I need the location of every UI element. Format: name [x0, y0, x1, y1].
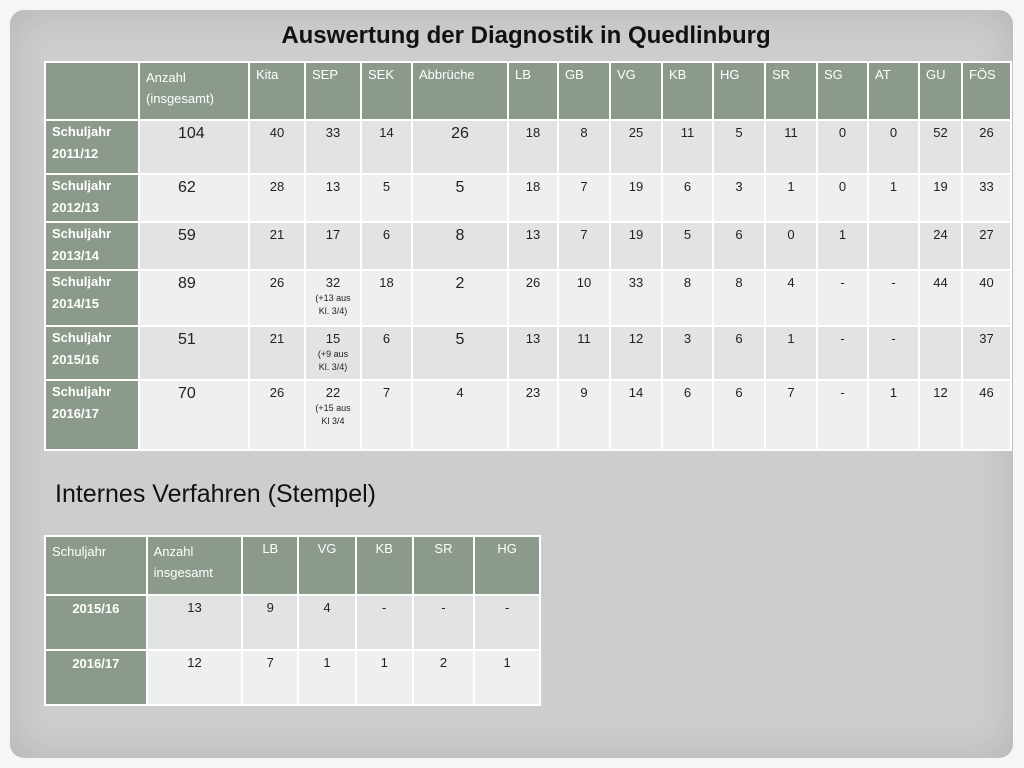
cell-sr: 0 [765, 222, 817, 270]
stamp-table [44, 535, 541, 706]
cell-kb: - [356, 595, 413, 650]
cell-abbrueche: 2 [412, 270, 508, 326]
table-row [45, 326, 1011, 380]
row-year-label [45, 270, 139, 326]
cell-hg: 6 [713, 326, 765, 380]
cell-anzahl: 12 [147, 650, 243, 705]
cell-gu [919, 326, 962, 380]
row-year-label [45, 174, 139, 222]
cell-sep [305, 270, 361, 326]
cell-sg: 0 [817, 120, 868, 174]
cell-hg: 6 [713, 222, 765, 270]
cell-gu: 19 [919, 174, 962, 222]
row-year-line2: 2011/12 [52, 146, 99, 161]
cell-foes: 26 [962, 120, 1011, 174]
cell-kita: 26 [249, 380, 305, 450]
column-header: VG [298, 536, 356, 595]
cell-gu: 24 [919, 222, 962, 270]
cell-at: 1 [868, 174, 919, 222]
table-header-row [45, 62, 1011, 120]
cell-foes: 33 [962, 174, 1011, 222]
cell-foes: 27 [962, 222, 1011, 270]
column-header: VG [610, 62, 662, 120]
cell-gb: 11 [558, 326, 610, 380]
cell-sr: 2 [413, 650, 475, 705]
cell-sr: 1 [765, 174, 817, 222]
cell-kita: 28 [249, 174, 305, 222]
cell-at: 0 [868, 120, 919, 174]
row-year-line1: Schuljahr [52, 274, 112, 289]
table-row [45, 120, 1011, 174]
cell-gb: 7 [558, 174, 610, 222]
cell-sg: 1 [817, 222, 868, 270]
cell-abbrueche: 5 [412, 174, 508, 222]
cell-kita: 21 [249, 326, 305, 380]
cell-kb: 3 [662, 326, 713, 380]
cell-gb: 7 [558, 222, 610, 270]
cell-hg: 8 [713, 270, 765, 326]
row-year-label [45, 380, 139, 450]
cell-sep [305, 174, 361, 222]
cell-kb: 6 [662, 174, 713, 222]
cell-sek: 6 [361, 326, 412, 380]
cell-sek: 5 [361, 174, 412, 222]
cell-sep-note: (+13 aus Kl. 3/4) [315, 293, 351, 316]
column-header: Anzahl (insgesamt) [139, 62, 249, 120]
cell-foes: 46 [962, 380, 1011, 450]
cell-kita: 26 [249, 270, 305, 326]
cell-sep-value: 33 [325, 125, 341, 140]
row-year-line1: Schuljahr [52, 330, 112, 345]
cell-lb: 13 [508, 326, 558, 380]
column-header: Anzahl insgesamt [147, 536, 243, 595]
cell-sr: - [413, 595, 475, 650]
cell-sep [305, 120, 361, 174]
cell-foes: 37 [962, 326, 1011, 380]
table-row [45, 650, 540, 705]
cell-anzahl: 104 [139, 120, 249, 174]
cell-sg: 0 [817, 174, 868, 222]
cell-gb: 9 [558, 380, 610, 450]
cell-vg: 19 [610, 222, 662, 270]
row-year-label: 2016/17 [45, 650, 147, 705]
cell-lb: 18 [508, 174, 558, 222]
cell-anzahl: 13 [147, 595, 243, 650]
column-header: SG [817, 62, 868, 120]
cell-sg: - [817, 380, 868, 450]
cell-anzahl: 70 [139, 380, 249, 450]
column-header: Schuljahr [45, 536, 147, 595]
cell-kb: 8 [662, 270, 713, 326]
cell-hg: - [474, 595, 540, 650]
cell-sep-note: (+9 aus Kl. 3/4) [317, 349, 349, 372]
row-year-label [45, 326, 139, 380]
column-header: GB [558, 62, 610, 120]
cell-vg: 25 [610, 120, 662, 174]
cell-vg: 33 [610, 270, 662, 326]
diagnostics-table [44, 61, 1012, 451]
column-header: LB [508, 62, 558, 120]
cell-lb: 7 [242, 650, 298, 705]
table-row [45, 270, 1011, 326]
column-header: SEP [305, 62, 361, 120]
cell-sep-value: 32 [325, 275, 341, 290]
column-header: SR [765, 62, 817, 120]
column-header: LB [242, 536, 298, 595]
cell-lb: 23 [508, 380, 558, 450]
cell-at: - [868, 270, 919, 326]
column-header: SEK [361, 62, 412, 120]
cell-foes: 40 [962, 270, 1011, 326]
cell-hg: 6 [713, 380, 765, 450]
cell-lb: 26 [508, 270, 558, 326]
cell-lb: 9 [242, 595, 298, 650]
cell-lb: 13 [508, 222, 558, 270]
cell-sep-note: (+15 aus Kl 3/4 [315, 403, 351, 426]
column-header: KB [356, 536, 413, 595]
cell-kb: 11 [662, 120, 713, 174]
cell-gb: 8 [558, 120, 610, 174]
cell-sr: 11 [765, 120, 817, 174]
table-row [45, 380, 1011, 450]
cell-sep [305, 222, 361, 270]
cell-sg: - [817, 326, 868, 380]
cell-anzahl: 51 [139, 326, 249, 380]
cell-at [868, 222, 919, 270]
cell-vg: 14 [610, 380, 662, 450]
row-year-line1: Schuljahr [52, 178, 112, 193]
cell-kb: 5 [662, 222, 713, 270]
cell-hg: 1 [474, 650, 540, 705]
cell-kb: 1 [356, 650, 413, 705]
row-year-line1: Schuljahr [52, 124, 112, 139]
column-header: AT [868, 62, 919, 120]
cell-sep [305, 326, 361, 380]
corner-cell [45, 62, 139, 120]
column-header: HG [474, 536, 540, 595]
table-row [45, 595, 540, 650]
row-year-line1: Schuljahr [52, 226, 112, 241]
cell-abbrueche: 26 [412, 120, 508, 174]
column-header: SR [413, 536, 475, 595]
cell-sep-value: 17 [325, 227, 341, 242]
cell-anzahl: 89 [139, 270, 249, 326]
cell-gu: 44 [919, 270, 962, 326]
section-subtitle: Internes Verfahren (Stempel) [55, 480, 376, 508]
cell-kb: 6 [662, 380, 713, 450]
cell-abbrueche: 8 [412, 222, 508, 270]
column-header: FÖS [962, 62, 1011, 120]
cell-kita: 40 [249, 120, 305, 174]
column-header: Kita [249, 62, 305, 120]
column-header: HG [713, 62, 765, 120]
cell-sep-value: 15 [325, 331, 341, 346]
cell-at: - [868, 326, 919, 380]
cell-anzahl: 59 [139, 222, 249, 270]
cell-anzahl: 62 [139, 174, 249, 222]
column-header: Abbrüche [412, 62, 508, 120]
cell-hg: 3 [713, 174, 765, 222]
cell-sep-value: 13 [325, 179, 341, 194]
row-year-label [45, 222, 139, 270]
cell-sek: 6 [361, 222, 412, 270]
row-year-line2: 2014/15 [52, 296, 99, 311]
cell-sr: 1 [765, 326, 817, 380]
cell-sep [305, 380, 361, 450]
cell-hg: 5 [713, 120, 765, 174]
cell-kita: 21 [249, 222, 305, 270]
row-year-label [45, 120, 139, 174]
cell-vg: 12 [610, 326, 662, 380]
cell-sg: - [817, 270, 868, 326]
cell-sep-value: 22 [325, 385, 341, 400]
cell-sr: 4 [765, 270, 817, 326]
cell-vg: 1 [298, 650, 356, 705]
table-row [45, 222, 1011, 270]
cell-at: 1 [868, 380, 919, 450]
row-year-line1: Schuljahr [52, 384, 112, 399]
cell-sek: 18 [361, 270, 412, 326]
cell-gu: 12 [919, 380, 962, 450]
cell-vg: 4 [298, 595, 356, 650]
cell-abbrueche: 5 [412, 326, 508, 380]
row-year-line2: 2015/16 [52, 352, 99, 367]
table-row [45, 174, 1011, 222]
column-header: GU [919, 62, 962, 120]
cell-vg: 19 [610, 174, 662, 222]
stamp-header-row [45, 536, 540, 595]
slide-title: Auswertung der Diagnostik in Quedlinburg [281, 22, 771, 49]
cell-sr: 7 [765, 380, 817, 450]
cell-lb: 18 [508, 120, 558, 174]
cell-gb: 10 [558, 270, 610, 326]
column-header: KB [662, 62, 713, 120]
row-year-line2: 2013/14 [52, 248, 99, 263]
row-year-label: 2015/16 [45, 595, 147, 650]
cell-abbrueche: 4 [412, 380, 508, 450]
cell-gu: 52 [919, 120, 962, 174]
row-year-line2: 2012/13 [52, 200, 99, 215]
cell-sek: 14 [361, 120, 412, 174]
row-year-line2: 2016/17 [52, 406, 99, 421]
cell-sek: 7 [361, 380, 412, 450]
